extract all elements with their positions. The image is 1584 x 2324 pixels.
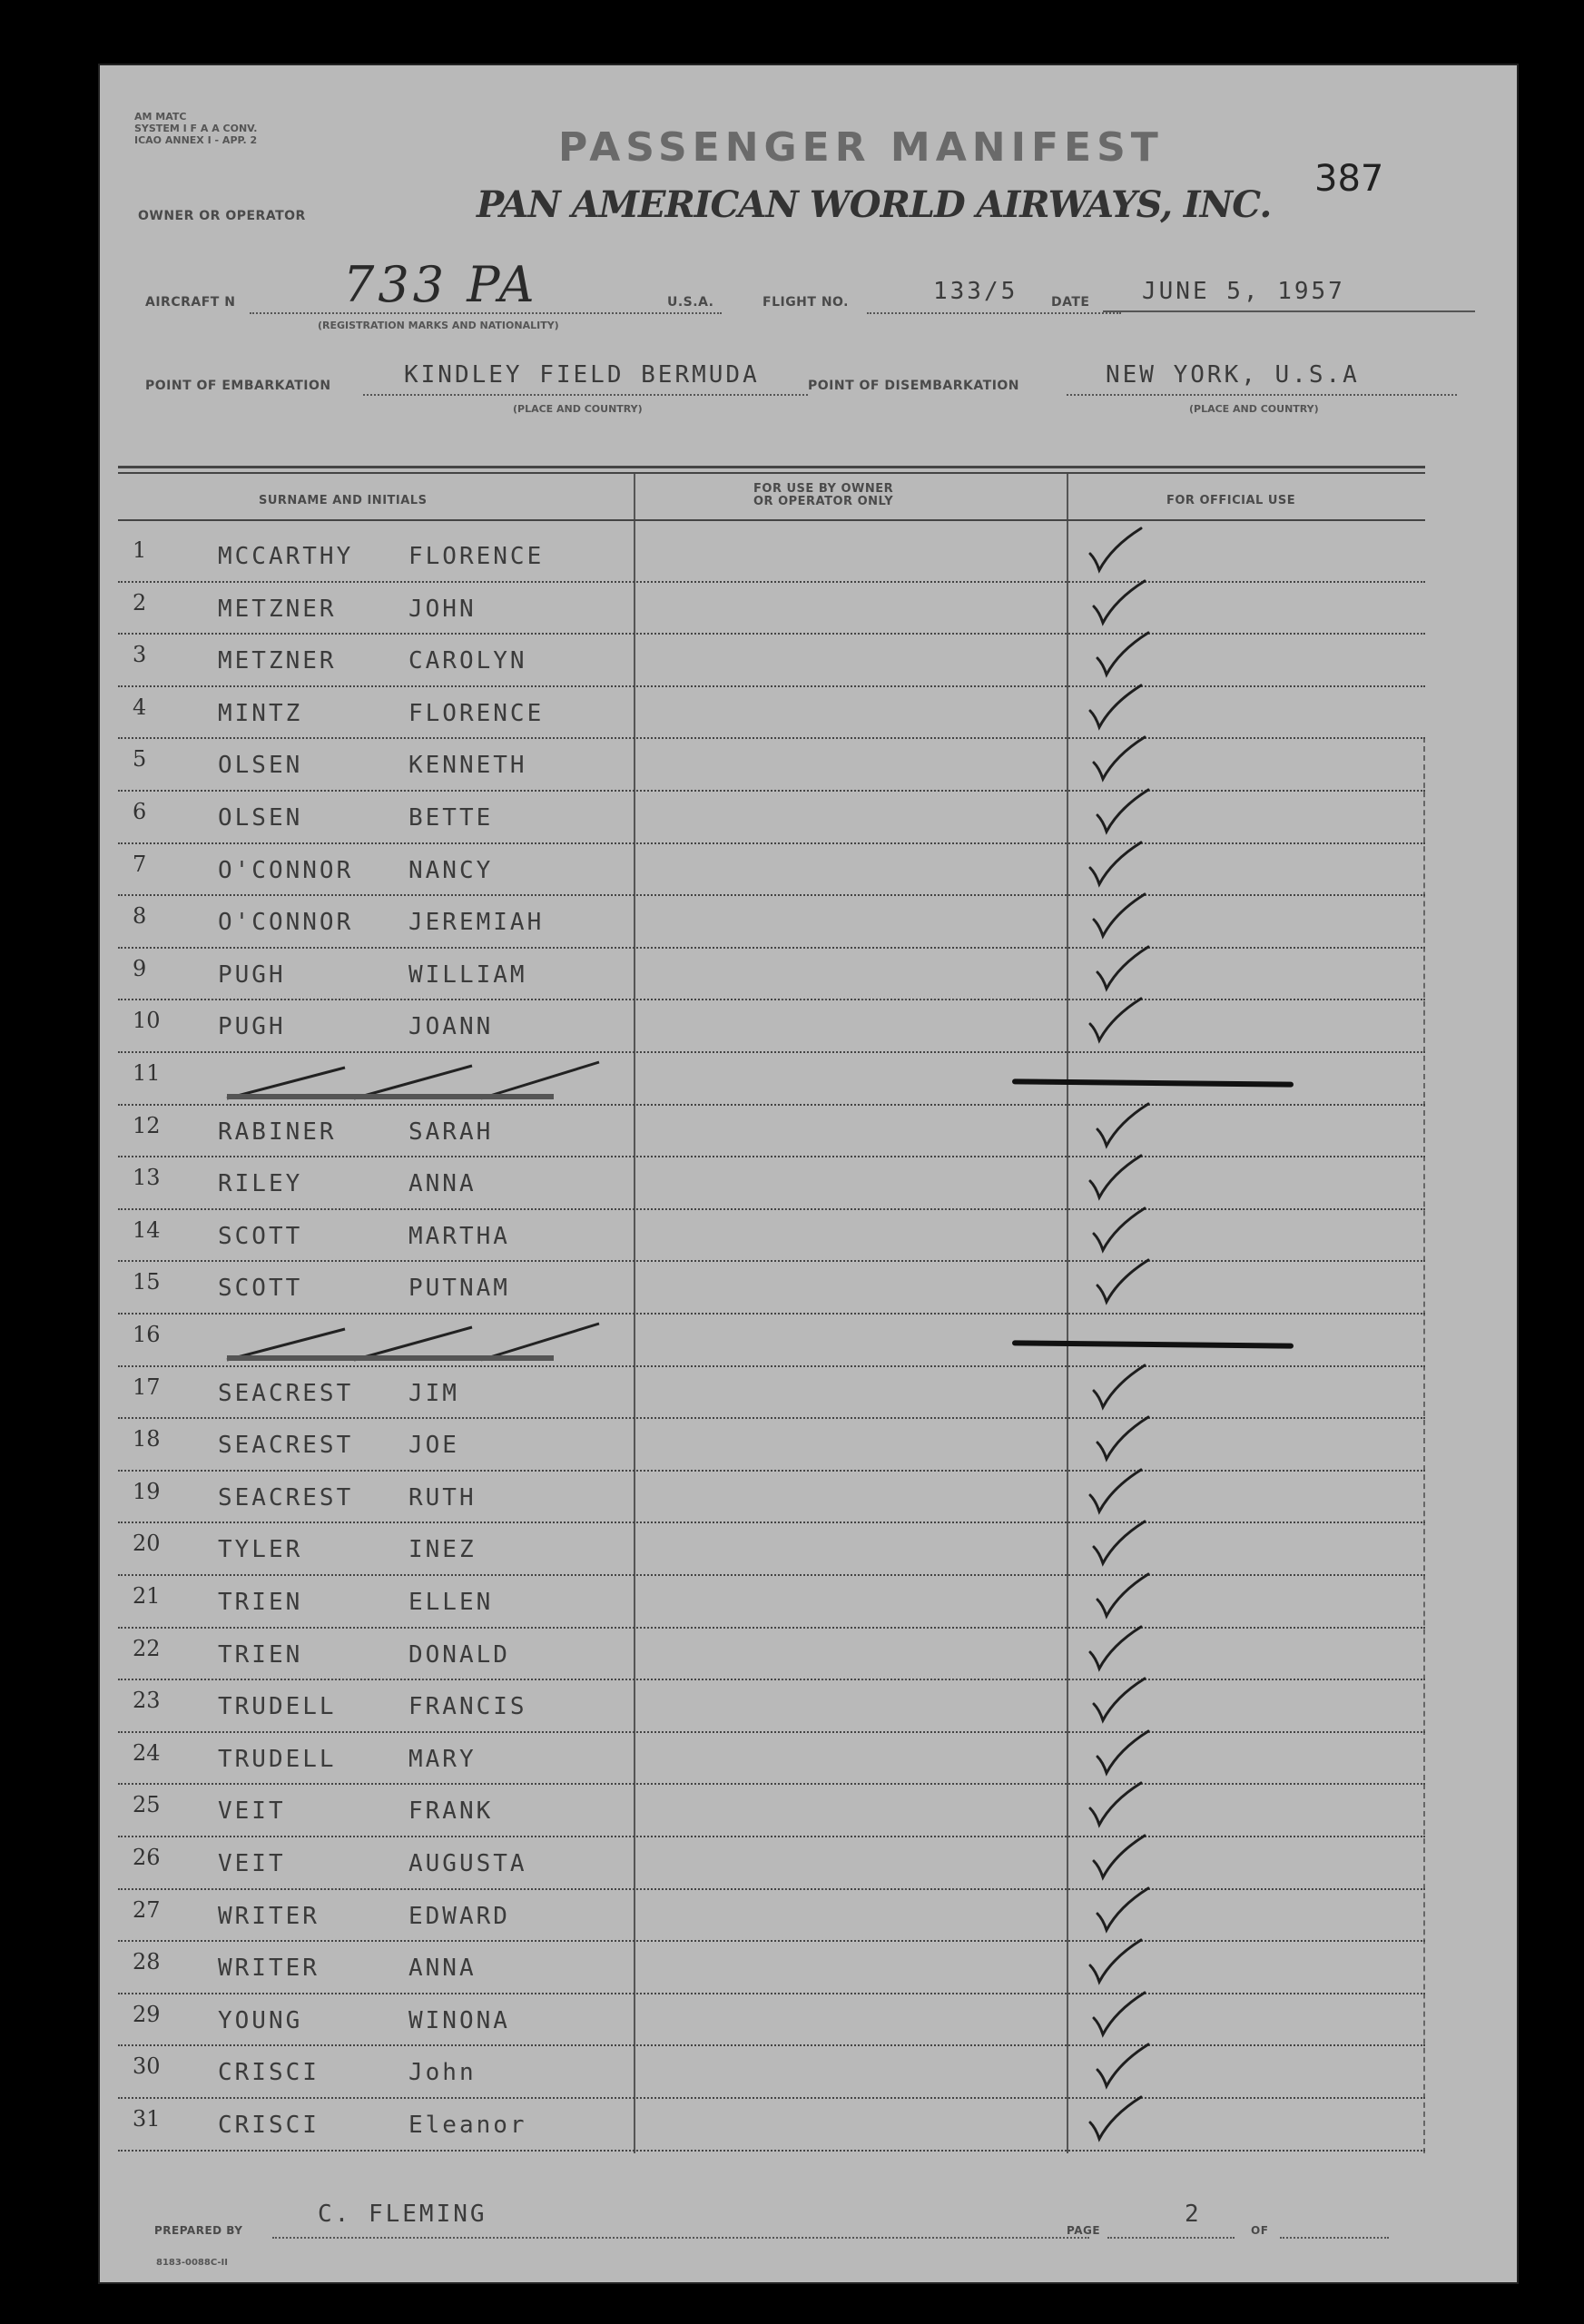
regulation-line: ICAO ANNEX I - APP. 2: [134, 134, 258, 146]
table-row: [100, 1785, 1516, 1837]
sheet-number: 387: [1314, 158, 1384, 200]
row-number: 17: [133, 1374, 161, 1400]
passenger-surname: CRISCI: [218, 2112, 320, 2139]
passenger-given-name: JOE: [408, 1432, 459, 1460]
table-row: [100, 1837, 1516, 1890]
checkmark-icon: [1088, 1987, 1152, 2042]
passenger-surname: SCOTT: [218, 1275, 303, 1303]
row-number: 19: [133, 1478, 161, 1504]
passenger-surname: WRITER: [218, 1955, 320, 1983]
row-number: 13: [133, 1165, 161, 1191]
table-row: [100, 1994, 1516, 2047]
checkmark-icon: [1088, 889, 1152, 943]
table-row: [100, 1942, 1516, 1994]
prepared-label: PREPARED BY: [154, 2224, 243, 2237]
row-number: 26: [133, 1845, 161, 1870]
passenger-surname: RILEY: [218, 1170, 303, 1198]
passenger-surname: TRIEN: [218, 1640, 303, 1669]
table-row: [100, 1733, 1516, 1786]
row-number: 24: [133, 1739, 161, 1766]
checkmark-icon: [1092, 1883, 1156, 1937]
passenger-given-name: JEREMIAH: [408, 909, 545, 937]
regulation-line: SYSTEM I F A A CONV.: [134, 123, 258, 134]
passenger-given-name: FLORENCE: [408, 543, 545, 570]
passenger-given-name: ANNA: [408, 1170, 477, 1198]
table-row: [100, 583, 1516, 635]
passenger-given-name: ANNA: [408, 1955, 477, 1983]
table-row: [100, 687, 1516, 740]
table-row: [100, 792, 1516, 844]
passenger-given-name: JIM: [408, 1379, 459, 1407]
table-row: [100, 896, 1516, 949]
passenger-surname: OLSEN: [218, 752, 303, 780]
usa-label: U.S.A.: [667, 295, 714, 310]
disembark-sublabel: (PLACE AND COUNTRY): [1189, 403, 1319, 415]
row-rule: [118, 2150, 1425, 2152]
regulation-line: AM MATC: [134, 111, 187, 123]
page-label: PAGE: [1067, 2224, 1101, 2237]
row-number: 3: [133, 642, 147, 668]
table-row: [100, 1367, 1516, 1420]
checkmark-icon: [1092, 784, 1156, 839]
col-header-owner: [753, 483, 893, 508]
table-row: [100, 739, 1516, 792]
passenger-surname: TYLER: [218, 1536, 303, 1564]
passenger-surname: YOUNG: [218, 2006, 303, 2034]
row-number: 31: [133, 2106, 161, 2132]
embark-sublabel: (PLACE AND COUNTRY): [513, 403, 643, 415]
passenger-surname: TRUDELL: [218, 1693, 337, 1721]
checkmark-icon: [1085, 1150, 1148, 1205]
passenger-given-name: MARY: [408, 1745, 477, 1773]
disembark-value: NEW YORK, U.S.A: [1106, 361, 1360, 389]
passenger-surname: METZNER: [218, 595, 337, 623]
checkmark-icon: [1092, 1255, 1156, 1309]
page-value: 2: [1185, 2201, 1202, 2228]
flight-label: FLIGHT NO.: [762, 295, 849, 310]
row-number: 27: [133, 1896, 161, 1923]
passenger-given-name: JOHN: [408, 595, 477, 623]
passenger-given-name: NANCY: [408, 856, 494, 884]
col-header-owner-line: OR OPERATOR ONLY: [753, 495, 894, 508]
passenger-surname: SCOTT: [218, 1222, 303, 1250]
strikethrough-scribble: [209, 1053, 681, 1108]
table-row: [100, 1000, 1516, 1053]
passenger-given-name: PUTNAM: [408, 1275, 510, 1303]
table-row: [100, 1472, 1516, 1524]
passenger-surname: MINTZ: [218, 699, 303, 727]
checkmark-icon: [1092, 1098, 1156, 1153]
aircraft-value: 733 PA: [343, 256, 538, 313]
passenger-given-name: ELLEN: [408, 1589, 494, 1616]
row-number: 12: [133, 1112, 161, 1138]
checkmark-icon: [1085, 680, 1148, 734]
passenger-surname: VEIT: [218, 1797, 286, 1826]
passenger-given-name: FLORENCE: [408, 699, 545, 727]
checkmark-icon: [1085, 1621, 1148, 1676]
checkmark-icon: [1085, 993, 1148, 1048]
checkmark-icon: [1092, 1412, 1156, 1466]
table-row: [100, 1262, 1516, 1315]
table-row: [100, 1890, 1516, 1943]
col-header-name: SURNAME AND INITIALS: [259, 494, 428, 507]
checkmark-icon: [1085, 837, 1148, 891]
manifest-sheet: [98, 64, 1519, 2284]
row-number: 2: [133, 589, 147, 615]
table-row: [100, 635, 1516, 687]
checkmark-icon: [1085, 1935, 1148, 1989]
row-number: 11: [133, 1060, 161, 1086]
embark-value: KINDLEY FIELD BERMUDA: [404, 361, 760, 389]
passenger-given-name: RUTH: [408, 1483, 477, 1512]
passenger-surname: WRITER: [218, 1902, 320, 1930]
row-number: 6: [133, 799, 147, 824]
checkmark-icon: [1092, 627, 1156, 682]
passenger-surname: SEACREST: [218, 1379, 354, 1407]
row-number: 1: [133, 537, 147, 563]
checkmark-icon: [1088, 1516, 1152, 1571]
checkmark-icon: [1088, 1673, 1152, 1728]
official-strike-mark: [1012, 1340, 1294, 1348]
row-number: 10: [133, 1008, 161, 1034]
disembark-label: POINT OF DISEMBARKATION: [808, 379, 1020, 393]
passenger-surname: O'CONNOR: [218, 856, 354, 884]
passenger-given-name: Eleanor: [408, 2112, 527, 2139]
table-row: [100, 844, 1516, 897]
passenger-given-name: AUGUSTA: [408, 1850, 527, 1877]
passenger-surname: PUGH: [218, 1013, 286, 1041]
passenger-given-name: FRANCIS: [408, 1693, 527, 1721]
col-header-owner-line: FOR USE BY OWNER: [753, 482, 894, 496]
table-row: [100, 2099, 1516, 2152]
checkmark-icon: [1092, 941, 1156, 996]
table-row: [100, 1629, 1516, 1681]
official-strike-mark: [1012, 1078, 1294, 1087]
table-row: [100, 1315, 1516, 1367]
passenger-surname: OLSEN: [218, 804, 303, 832]
of-label: OF: [1251, 2224, 1269, 2237]
passenger-given-name: MARTHA: [408, 1222, 510, 1250]
row-number: 28: [133, 1949, 161, 1975]
checkmark-icon: [1088, 1203, 1152, 1257]
row-number: 18: [133, 1426, 161, 1452]
checkmark-icon: [1085, 1777, 1148, 1832]
passenger-surname: METZNER: [218, 647, 337, 675]
passenger-given-name: INEZ: [408, 1536, 477, 1564]
prepared-value: C. FLEMING: [318, 2201, 487, 2228]
table-row: [100, 1157, 1516, 1210]
checkmark-icon: [1088, 1360, 1152, 1414]
table-row: [100, 1106, 1516, 1158]
passenger-surname: MCCARTHY: [218, 543, 354, 570]
airline-name: PAN AMERICAN WORLD AIRWAYS, INC.: [477, 183, 1272, 226]
row-number: 16: [133, 1322, 161, 1347]
table-row: [100, 2046, 1516, 2099]
checkmark-icon: [1085, 2092, 1148, 2146]
row-number: 15: [133, 1269, 161, 1295]
row-number: 23: [133, 1688, 161, 1714]
owner-label: OWNER OR OPERATOR: [138, 209, 306, 223]
checkmark-icon: [1092, 1569, 1156, 1623]
table-row: [100, 1210, 1516, 1263]
row-number: 9: [133, 955, 147, 981]
table-row: [100, 1053, 1516, 1106]
passenger-given-name: CAROLYN: [408, 647, 527, 675]
passenger-given-name: WILLIAM: [408, 960, 527, 989]
passenger-surname: SEACREST: [218, 1483, 354, 1512]
row-number: 20: [133, 1531, 161, 1557]
checkmark-icon: [1088, 1830, 1152, 1885]
embark-label: POINT OF EMBARKATION: [145, 379, 331, 393]
table-row: [100, 1576, 1516, 1629]
checkmark-icon: [1085, 1464, 1148, 1519]
row-number: 22: [133, 1635, 161, 1661]
table-row: [100, 1523, 1516, 1576]
passenger-given-name: WINONA: [408, 2006, 510, 2034]
row-number: 29: [133, 2001, 161, 2027]
checkmark-icon: [1092, 2039, 1156, 2093]
col-header-official: FOR OFFICIAL USE: [1166, 494, 1296, 507]
table-row: [100, 1419, 1516, 1472]
flight-value: 133/5: [933, 278, 1018, 305]
checkmark-icon: [1088, 576, 1152, 630]
form-code: 8183-0088C-II: [156, 2258, 228, 2268]
passenger-surname: PUGH: [218, 960, 286, 989]
row-number: 30: [133, 2053, 161, 2080]
passenger-surname: TRIEN: [218, 1589, 303, 1616]
row-number: 7: [133, 851, 147, 877]
passenger-given-name: FRANK: [408, 1797, 494, 1826]
passenger-surname: SEACREST: [218, 1432, 354, 1460]
table-row: [100, 1680, 1516, 1733]
passenger-given-name: JOANN: [408, 1013, 494, 1041]
table-row: [100, 530, 1516, 583]
row-number: 5: [133, 746, 147, 773]
row-number: 14: [133, 1216, 161, 1243]
passenger-given-name: SARAH: [408, 1118, 494, 1146]
passenger-surname: VEIT: [218, 1850, 286, 1877]
checkmark-icon: [1085, 523, 1148, 577]
checkmark-icon: [1088, 732, 1152, 786]
page-title: PASSENGER MANIFEST: [558, 124, 1164, 171]
passenger-given-name: BETTE: [408, 804, 494, 832]
date-value: JUNE 5, 1957: [1142, 278, 1345, 305]
passenger-given-name: EDWARD: [408, 1902, 510, 1930]
passenger-surname: TRUDELL: [218, 1745, 337, 1773]
strikethrough-scribble: [209, 1315, 681, 1369]
row-number: 4: [133, 694, 147, 720]
checkmark-icon: [1092, 1726, 1156, 1780]
passenger-surname: RABINER: [218, 1118, 337, 1146]
table-row: [100, 949, 1516, 1001]
passenger-given-name: John: [408, 2059, 477, 2087]
passenger-surname: CRISCI: [218, 2059, 320, 2087]
row-number: 21: [133, 1583, 161, 1609]
date-label: DATE: [1051, 295, 1090, 310]
row-number: 25: [133, 1792, 161, 1818]
passenger-given-name: DONALD: [408, 1640, 510, 1669]
aircraft-sublabel: (REGISTRATION MARKS AND NATIONALITY): [318, 320, 559, 331]
regulation-block: [134, 111, 257, 146]
aircraft-label: AIRCRAFT N: [145, 295, 236, 310]
passenger-given-name: KENNETH: [408, 752, 527, 780]
row-number: 8: [133, 903, 147, 930]
passenger-surname: O'CONNOR: [218, 909, 354, 937]
